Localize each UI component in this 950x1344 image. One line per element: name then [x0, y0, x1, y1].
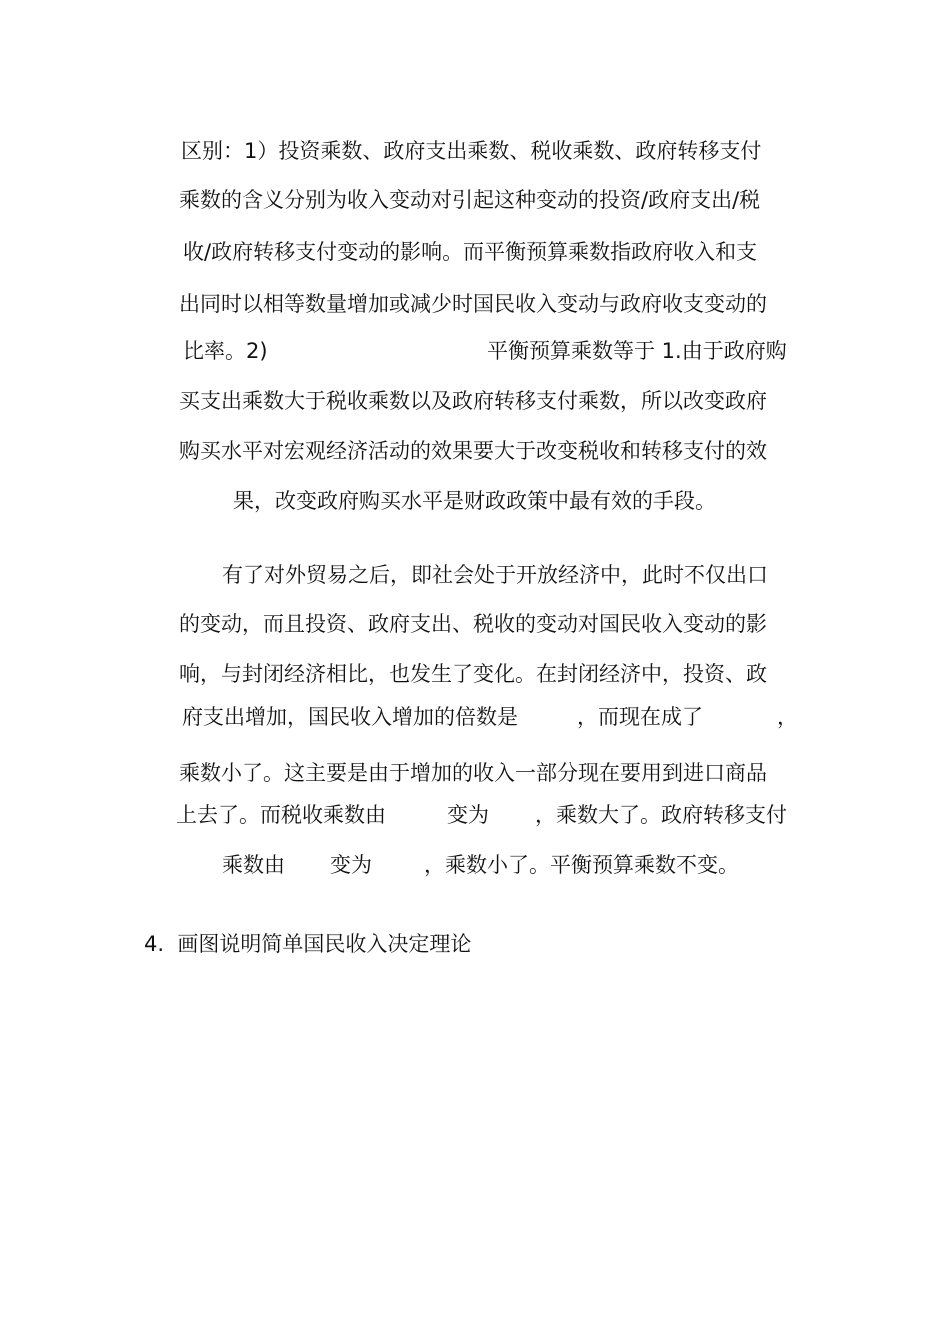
p1-line-2: 乘数的含义分别为收入变动对引起这种变动的投资/政府支出/税 — [179, 188, 761, 212]
p1-line-4: 出同时以相等数量增加或减少时国民收入变动与政府收支变动的 — [179, 292, 767, 316]
p2-line-6-part1: 上去了。而税收乘数由 — [176, 803, 386, 827]
p1-line-5b: 平衡预算乘数等于 1.由于政府购 — [487, 339, 787, 363]
p2-line-7-part1: 乘数由 — [222, 853, 285, 877]
p2-line-7-part2: 变为 — [330, 853, 372, 877]
p1-line-7: 购买水平对宏观经济活动的效果要大于改变税收和转移支付的效 — [179, 439, 767, 463]
p1-line-3: 收/政府转移支付变动的影响。而平衡预算乘数指政府收入和支 — [183, 240, 758, 264]
p2-line-4-part2: ，而现在成了 — [577, 705, 703, 729]
p2-line-2: 的变动，而且投资、政府支出、税收的变动对国民收入变动的影 — [179, 612, 767, 636]
p2-line-4-part3: ， — [777, 705, 798, 729]
p1-line-6: 买支出乘数大于税收乘数以及政府转移支付乘数，所以改变政府 — [179, 389, 767, 413]
p2-line-3: 响，与封闭经济相比，也发生了变化。在封闭经济中，投资、政 — [179, 662, 767, 686]
p1-line-1: 区别：1）投资乘数、政府支出乘数、税收乘数、政府转移支付 — [181, 139, 762, 163]
p2-line-1: 有了对外贸易之后，即社会处于开放经济中，此时不仅出口 — [222, 563, 768, 587]
p1-line-5a: 比率。2) — [183, 339, 268, 363]
p2-line-4-part1: 府支出增加，国民收入增加的倍数是 — [182, 705, 518, 729]
p2-line-6-part3: ，乘数大了。政府转移支付 — [535, 803, 787, 827]
p2-line-6-part2: 变为 — [447, 803, 489, 827]
p2-line-7-part3: ，乘数小了。平衡预算乘数不变。 — [424, 853, 739, 877]
p1-line-8: 果，改变政府购买水平是财政政策中最有效的手段。 — [233, 489, 716, 513]
p2-line-5: 乘数小了。这主要是由于增加的收入一部分现在要用到进口商品 — [179, 761, 767, 785]
section-heading-4: 4. 画图说明简单国民收入决定理论 — [144, 932, 472, 956]
